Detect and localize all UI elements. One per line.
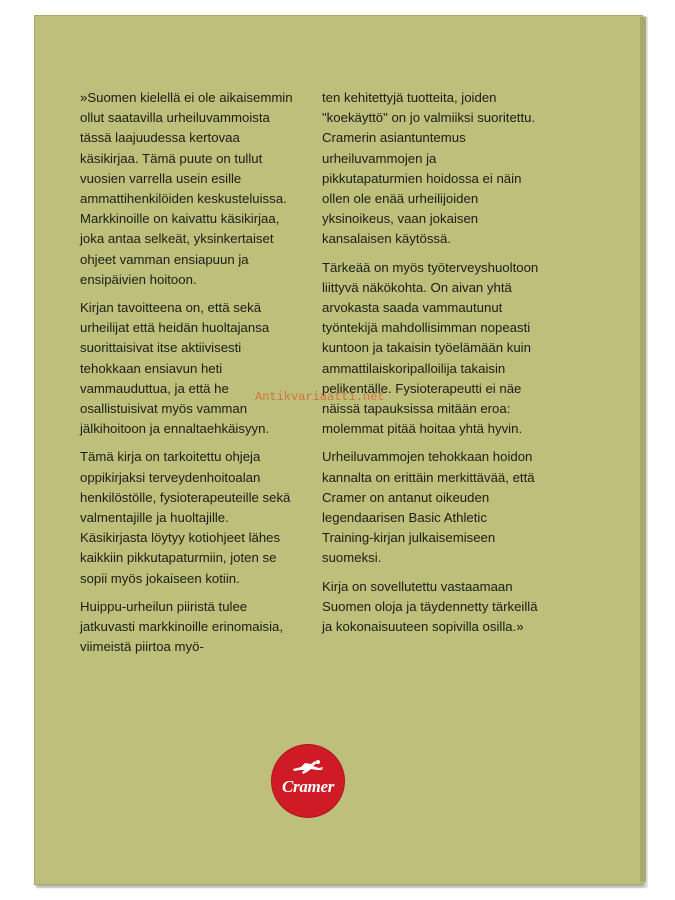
watermark: Antikvariaatti.net <box>255 390 385 404</box>
paragraph: Tärkeää on myös työterveyshuoltoon liittyvä näkökohta. On aivan yhtä arvokasta saada vammautunut työntekijä mahdollisimman nopeasti kuntoon ja takaisin työelämään kuin ammattilaiskoripalloilija takaisin pelikentälle. Fysioterapeutti ei näe näissä tapauksissa mitään eroa: molemmat pitää hoitaa yhtä hyvin. <box>322 259 539 437</box>
paragraph: »Suomen kielellä ei ole aikaisemmin ollut saatavilla urheiluvammoista tässä laajuudessa kertovaa käsikirjaa. Tämä puute on tullut vuosien varrella usein esille ammattihenkilöiden keskusteluissa. Markkinoille on kaivattu käsikirjaa, joka antaa selkeät, yksinkertaiset ohjeet vamman ensiapuun ja ensipäivien hoitoon. <box>80 90 293 287</box>
paragraph: Kirjan tavoitteena on, että sekä urheilijat että heidän huoltajansa suorittaisivat itse aktiivisesti tehokkaan ensiavun heti vammauduttua, ja että he osallistuisivat myös vamman jälkihoitoon ja ennaltaehkäisyyn. <box>80 300 270 437</box>
logo-wordmark: Cramer <box>281 777 335 796</box>
paragraph: Huippu-urheilun piiristä tulee jatkuvasti markkinoille erinomaisia, viimeistä piirtoa myö- <box>80 598 284 655</box>
paragraph: Tämä kirja on tarkoitettu ohjeja oppikirjaksi terveydenhoitoalan henkilöstölle, fysioterapeuteille sekä valmentajille ja huoltajille. Käsikirjasta löytyy kotiohjeet lähes kaikkiin pikkutapaturmiin, joten se sopii myös jokaiseen kotiin. <box>80 449 291 586</box>
runner-icon <box>291 759 325 775</box>
book-spine-edge <box>640 17 646 882</box>
right-text-column <box>322 88 539 645</box>
left-text-column <box>80 88 297 665</box>
cramer-logo <box>272 745 344 817</box>
paragraph: Kirja on sovellutettu vastaamaan Suomen oloja ja täydennetty tärkeillä ja kokonaisuuteen sopivilla osilla.» <box>322 578 538 635</box>
paragraph: ten kehitettyjä tuotteita, joiden "koekäyttö" on jo valmiiksi suoritettu. Cramerin asiantuntemus urheiluvammojen ja pikkutapaturmien hoidossa ei näin ollen ole enää urheilijoiden yksinoikeus, vaan jokaisen kansalaisen käytössä. <box>322 90 536 247</box>
paragraph: Urheiluvammojen tehokkaan hoidon kannalta on erittäin merkittävää, että Cramer on antanut oikeuden legendaarisen Basic Athletic Training-kirjan julkaisemiseen suomeksi. <box>322 449 535 566</box>
